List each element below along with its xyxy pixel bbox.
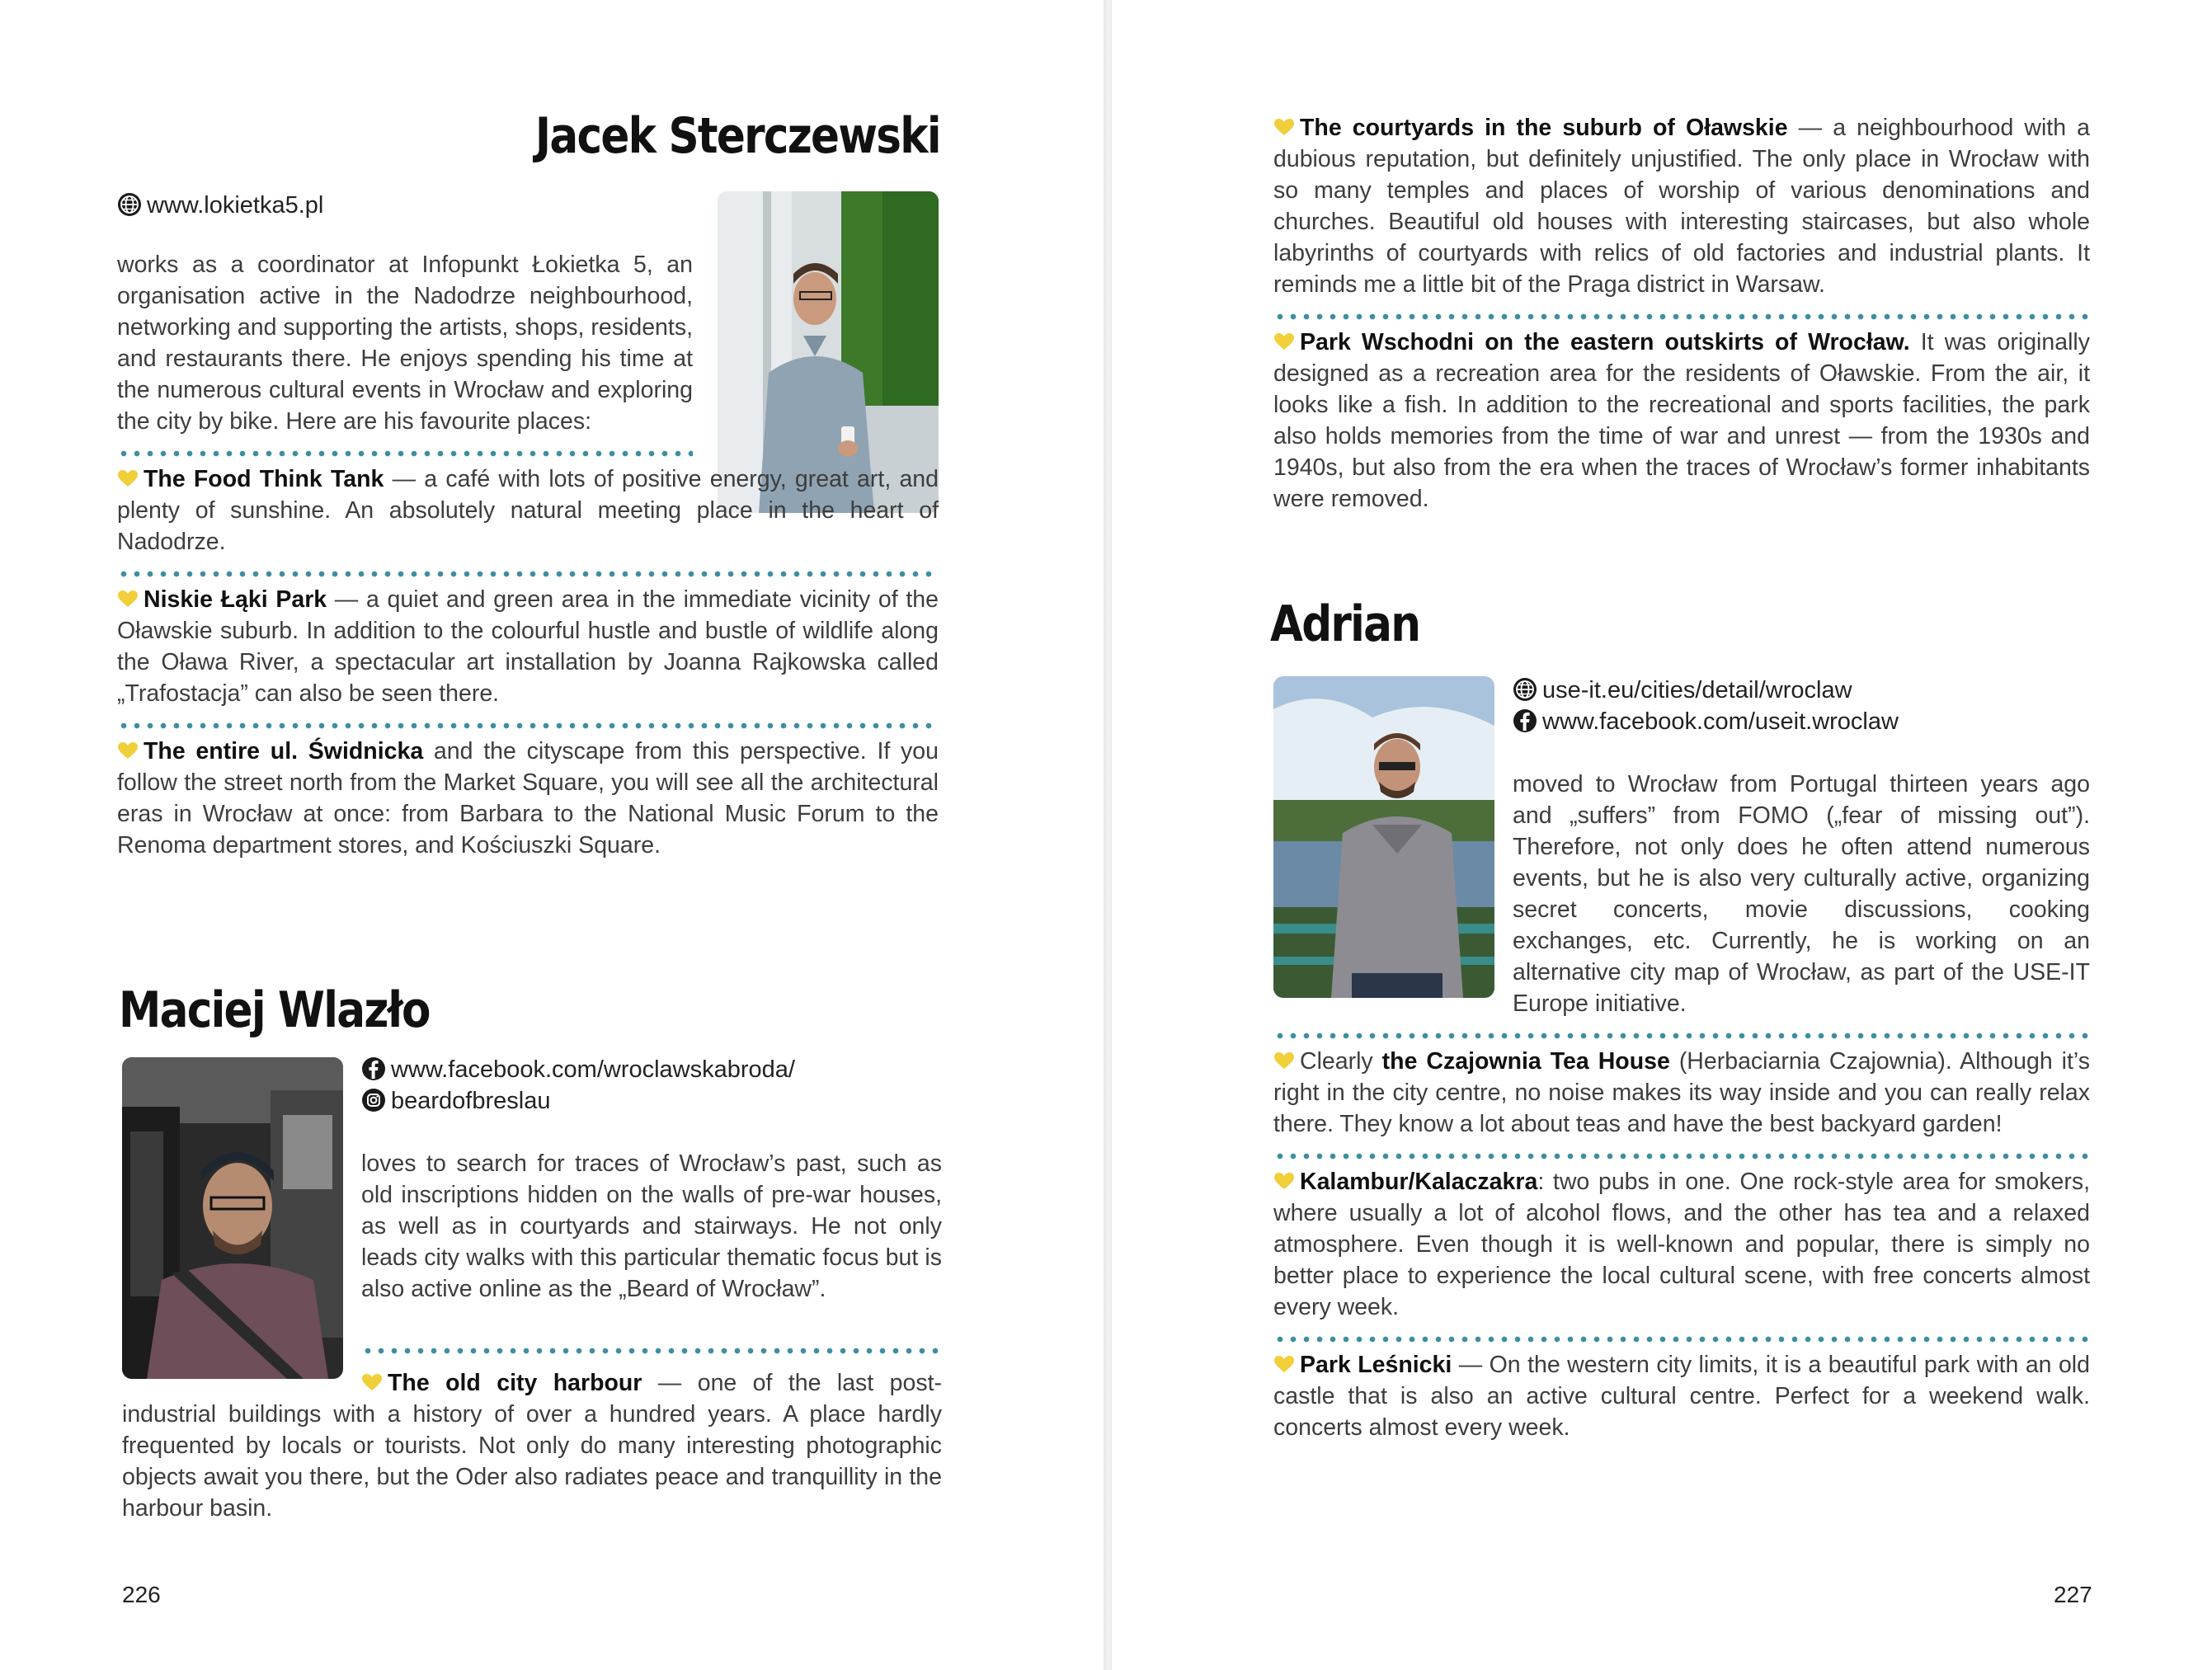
place-title: Kalambur/Kalaczakra — [1300, 1169, 1538, 1195]
adrian-places — [1273, 1033, 2090, 1443]
book-gutter — [1104, 0, 1112, 1670]
jacek-place-2 — [117, 584, 939, 709]
jacek-place-3 — [117, 736, 939, 861]
globe-icon — [117, 192, 142, 217]
adrian-facebook-text: www.facebook.com/useit.wroclaw — [1542, 708, 1899, 735]
heart-icon — [117, 469, 139, 487]
adrian-name-heading: Adrian — [1270, 595, 1420, 653]
jacek-place-1 — [117, 463, 939, 557]
adrian-place-1 — [1273, 1046, 2090, 1140]
place-prefix: Clearly — [1300, 1048, 1382, 1075]
divider-dots — [1273, 1033, 2090, 1039]
page-number: 227 — [2054, 1582, 2092, 1607]
facebook-icon — [361, 1056, 386, 1081]
heart-icon — [361, 1373, 383, 1391]
jacek-website-text: www.lokietka5.pl — [147, 192, 324, 219]
maciej-facebook-text: www.facebook.com/wroclawskabroda/ — [391, 1056, 795, 1083]
place-text: (Herbaciarnia Czajownia). Although it’s right in the city centre, no noise makes its way inside and you can really relax there. They know a lot about teas and have the best backyard garden! — [1273, 1048, 2090, 1137]
place-title: The Food Think Tank — [144, 466, 384, 492]
place-text: and the cityscape from this perspective. If you follow the street north from the Market Square, you will see all the architectural eras in Wrocław at once: from Barbara to the National Music Forum to the Renoma department stores, and Kościuszki Square. — [117, 738, 939, 859]
divider-dots — [1273, 313, 2090, 320]
adrian-photo — [1273, 676, 1494, 998]
place-text: : two pubs in one. One rock-style area for smokers, where usually a lot of alcohol flows, and the other has tea and a relaxed atmosphere. Even though it is well-known and popular, there is simply no better place to experience the local cultural scene, with free concerts almost every week. — [1273, 1169, 2090, 1320]
divider-dots — [1273, 1336, 2090, 1343]
jacek-website-link[interactable] — [117, 190, 323, 221]
place-title: The courtyards in the suburb of Oławskie — [1300, 115, 1788, 141]
maciej-place-1 — [122, 1367, 942, 1524]
heart-icon — [1273, 1172, 1295, 1190]
place-text: — a café with lots of positive energy, great art, and plenty of sunshine. An absolutely natural meeting place in the heart of Nadodrze. — [117, 466, 939, 555]
maciej-bio: loves to search for traces of Wrocław’s past, such as old inscriptions hidden on the walls of pre-war houses, as well as in courtyards and stairways. He not only leads city walks with this particular thematic focus but is also active online as the „Beard of Wrocław”. — [361, 1150, 942, 1302]
jacek-place-5 — [1273, 327, 2090, 515]
right-page — [1112, 0, 2212, 1670]
place-title: The old city harbour — [388, 1370, 642, 1396]
maciej-facebook-link[interactable] — [361, 1054, 795, 1085]
divider-dots — [1273, 1153, 2090, 1160]
adrian-place-3 — [1273, 1349, 2090, 1443]
instagram-icon — [361, 1088, 386, 1113]
adrian-website-text: use-it.eu/cities/detail/wroclaw — [1542, 677, 1852, 703]
maciej-instagram-text: beardofbreslau — [391, 1088, 551, 1114]
page-number: 226 — [122, 1582, 161, 1607]
jacek-name-heading: Jacek Sterczewski — [535, 107, 940, 165]
left-page — [0, 0, 1104, 1670]
adrian-website-link[interactable] — [1513, 675, 1852, 706]
place-text: It was originally designed as a recreation area for the residents of Oławskie. From the air, it looks like a fish. In addition to the recreational and sports facilities, the park also holds memories from the time of war and unrest — from the 1930s and 1940s, but also from the era when the traces of Wrocław’s former inhabitants were removed. — [1273, 329, 2091, 512]
place-title: The entire ul. Świdnicka — [144, 738, 424, 764]
adrian-place-2 — [1273, 1166, 2090, 1323]
place-title: Park Wschodni on the eastern outskirts of Wrocław. — [1300, 329, 1910, 355]
divider-dots — [117, 450, 693, 457]
globe-icon — [1513, 677, 1537, 702]
maciej-name-heading: Maciej Wlazło — [119, 981, 430, 1039]
jacek-place-4 — [1273, 112, 2090, 300]
heart-icon — [1273, 118, 1295, 136]
place-title: the Czajownia Tea House — [1381, 1048, 1670, 1075]
divider-dots — [117, 571, 939, 577]
heart-icon — [117, 741, 139, 760]
place-text: — On the western city limits, it is a beautiful park with an old castle that is also an active cultural centre. Perfect for a weekend walk. concerts almost every week. — [1273, 1352, 2090, 1441]
jacek-places-continued — [1273, 112, 2090, 515]
place-title: Park Leśnicki — [1300, 1352, 1452, 1378]
jacek-content — [117, 249, 939, 861]
jacek-bio: works as a coordinator at Infopunkt Łokietka 5, an organisation active in the Nadodrze neighbourhood, networking and supporting the artists, shops, residents, and restaurants there. He enjoys spending his time at the numerous cultural events in Wrocław and exploring the city by bike. Here are his favourite places: — [117, 252, 693, 435]
divider-dots — [361, 1348, 942, 1354]
heart-icon — [117, 590, 139, 608]
adrian-bio: moved to Wrocław from Portugal thirteen years ago and „suffers” from FOMO („fear of missing out”). Therefore, not only does he often attend numerous events, but he is also very culturally active, organizing secret concerts, movie discussions, cooking exchanges, etc. Currently, he is working on an alternative city map of Wrocław, as part of the USE-IT Europe initiative. — [1513, 771, 2090, 1017]
heart-icon — [1273, 1355, 1295, 1373]
heart-icon — [1273, 332, 1295, 350]
adrian-facebook-link[interactable] — [1513, 706, 1899, 737]
place-text: — one of the last post-industrial buildings with a history of over a hundred years. A place hardly frequented by locals or tourists. Not only do many interesting photographic objects await you there, but the Oder also radiates peace and tranquillity in the harbour basin. — [122, 1370, 942, 1522]
place-text: — a neighbourhood with a dubious reputation, but definitely unjustified. The only place in Wrocław with so many temples and places of worship of various denominations and churches. Beautiful old houses with interesting staircases, but also whole labyrinths of courtyards with relics of old factories and industrial plants. It reminds me a little bit of the Praga district in Warsaw. — [1273, 115, 2091, 298]
facebook-icon — [1513, 708, 1537, 733]
heart-icon — [1273, 1051, 1295, 1070]
maciej-photo — [122, 1057, 343, 1379]
divider-dots — [117, 722, 939, 729]
maciej-instagram-link[interactable] — [361, 1085, 550, 1117]
place-title: Niskie Łąki Park — [144, 586, 327, 613]
place-text: — a quiet and green area in the immediate vicinity of the Oławskie suburb. In addition to the colourful hustle and bustle of wildlife along the Oława River, a spectacular art installation by Joanna Rajkowska called „Trafostacja” can also be seen there. — [117, 586, 939, 707]
